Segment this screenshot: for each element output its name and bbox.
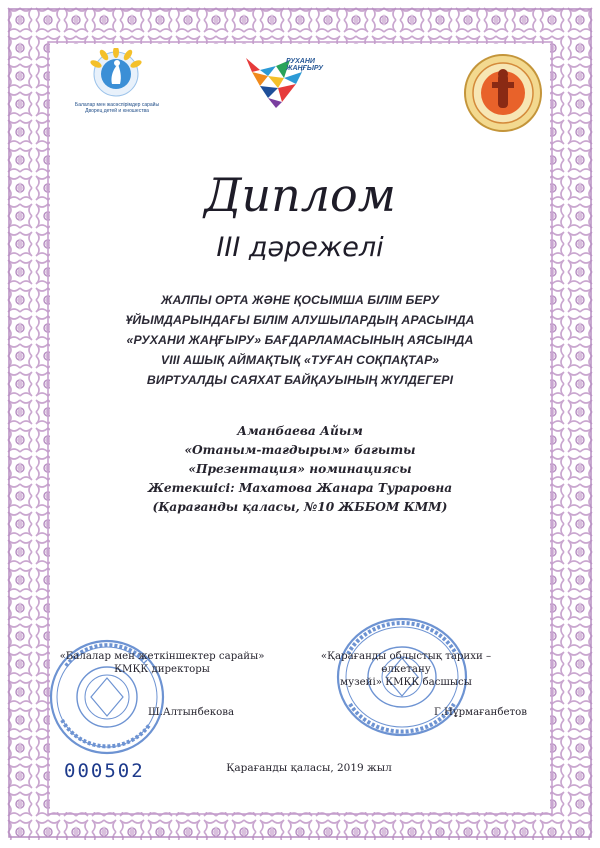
palace-caption-kz: Балалар мен жасөспірімдер сарайы — [74, 102, 160, 108]
winner-supervisor: Жетекшісі: Махатова Жанара Тураровна — [147, 481, 453, 495]
winner-school: (Қарағанды қаласы, №10 ЖББОМ КММ) — [152, 500, 448, 514]
rukhani-caption-2: ЖАҢҒЫРУ — [286, 65, 324, 72]
description-line: ВИРТУАЛДЫ САЯХАТ БАЙҚАУЫНЫҢ ЖҮЛДЕГЕРІ — [146, 373, 454, 387]
winner-direction: «Отаным-тағдырым» бағыты — [184, 443, 416, 457]
winner-nomination: «Презентация» номинациясы — [188, 462, 412, 476]
left-org-line-1: «Балалар мен жеткіншектер сарайы» — [59, 651, 265, 662]
description-line: «РУХАНИ ЖАҢҒЫРУ» БАҒДАРЛАМАСЫНЫҢ АЯСЫНДА — [126, 333, 474, 347]
right-signatory-name: Г.Нұрмағанбетов — [434, 707, 528, 718]
winner-info — [120, 422, 480, 517]
serial-number: 000502 — [64, 760, 145, 782]
left-org-line-2: КМҚК директоры — [114, 664, 210, 675]
diploma-degree: III дәрежелі — [216, 232, 384, 263]
right-signatory-organization — [300, 650, 512, 689]
left-signatory-name: Ш.Алтынбекова — [148, 707, 235, 718]
left-signatory-organization — [56, 650, 268, 676]
description-line: ЖАЛПЫ ОРТА ЖӘНЕ ҚОСЫМША БІЛІМ БЕРУ — [160, 293, 440, 307]
competition-description — [120, 290, 480, 390]
diploma-title: Диплом — [204, 168, 396, 222]
issue-city-year: Қарағанды қаласы, 2019 жыл — [226, 762, 392, 774]
winner-name: Аманбаева Айым — [237, 424, 363, 438]
description-line: ҰЙЫМДАРЫНДАҒЫ БІЛІМ АЛУШЫЛАРДЫҢ АРАСЫНДА — [125, 313, 475, 327]
description-line: VIII АШЫҚ АЙМАҚТЫҚ «ТУҒАН СОҚПАҚТАР» — [160, 353, 440, 367]
museum-emblem — [462, 52, 544, 134]
palace-logo — [58, 48, 176, 120]
rukhani-caption-1: РУХАНИ — [286, 58, 315, 65]
rukhani-zhangyru-logo — [238, 48, 364, 112]
palace-caption-ru: Дворец детей и юношества — [85, 108, 149, 114]
right-org-line-1: «Қарағанды облыстық тарихи – өлкетану — [320, 651, 492, 675]
right-org-line-2: музейі» КМҚК басшысы — [340, 677, 472, 688]
